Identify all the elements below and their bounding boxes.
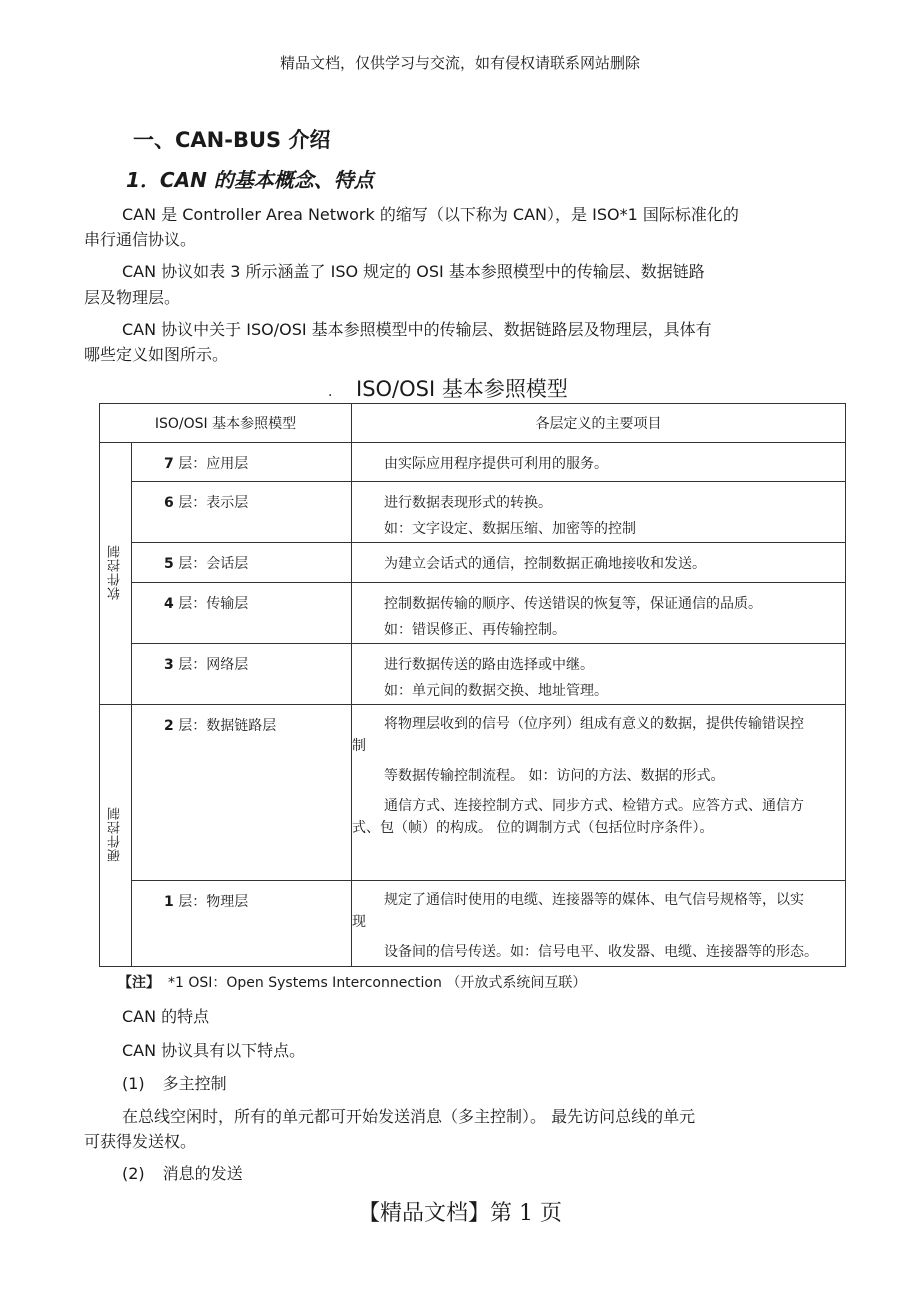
features-title: CAN 的特点 [122,1007,210,1026]
layer-7-definition: 由实际应用程序提供可利用的服务。 [352,443,846,482]
layer-5-definition: 为建立会话式的通信，控制数据正确地接收和发送。 [352,543,846,583]
feature-1-heading: (1) 多主控制 [122,1074,227,1093]
layer-6-definition: 进行数据表现形式的转换。 如：文字设定、数据压缩、加密等的控制 [352,482,846,543]
layer-2-definition: 将物理层收到的信号（位序列）组成有意义的数据，提供传输错误控 制 等数据传输控制流程。 如：访问的方法、数据的形式。 通信方式、连接控制方式、同步方式、检错方式。应答方式、通信方 式、包（帧）的构成。 位的调制方式（包括位时序条件）。 [352,705,846,881]
paragraph-3-line-2: 哪些定义如图所示。 [84,345,229,364]
layer-7: 7 层：应用层 [132,443,352,482]
features-intro: CAN 协议具有以下特点。 [122,1041,306,1060]
feature-1-line-2: 可获得发送权。 [84,1132,197,1151]
layer-5: 5 层：会话层 [132,543,352,583]
layer-4-definition: 控制数据传输的顺序、传送错误的恢复等，保证通信的品质。 如：错误修正、再传输控制。 [352,583,846,644]
paragraph-1-line-1: CAN 是 Controller Area Network 的缩写（以下称为 CAN），是 ISO*1 国际标准化的 [122,205,739,224]
table-header-left: ISO/OSI 基本参照模型 [100,404,352,443]
layer-4: 4 层：传输层 [132,583,352,644]
table-caption: ISO/OSI 基本参照模型 [356,377,568,401]
paragraph-2-line-2: 层及物理层。 [84,288,181,307]
paragraph-3-line-1: CAN 协议中关于 ISO/OSI 基本参照模型中的传输层、数据链路层及物理层，具体有 [122,320,712,339]
layer-3: 3 层：网络层 [132,644,352,705]
table-header-right: 各层定义的主要项目 [352,404,846,443]
layer-2: 2 层：数据链路层 [132,705,352,881]
paragraph-2-line-1: CAN 协议如表 3 所示涵盖了 ISO 规定的 OSI 基本参照模型中的传输层、数据链路 [122,262,705,281]
page-header-note: 精品文档，仅供学习与交流，如有侵权请联系网站删除 [279,54,640,72]
group-hardware: 硬件控制 [100,705,132,967]
note-label: 【注】 [118,975,160,991]
group-software: 软件控制 [100,443,132,705]
feature-1-line-1: 在总线空闲时，所有的单元都可开始发送消息（多主控制）。 最先访问总线的单元 [122,1107,696,1126]
note-text: *1 OSI：Open Systems Interconnection （开放式系统间互联） [168,975,587,991]
section-heading: 一、CAN-BUS 介绍 [133,128,331,152]
caption-mark: . [328,384,333,400]
table-note [118,972,586,992]
layer-6: 6 层：表示层 [132,482,352,543]
subsection-heading: 1．CAN 的基本概念、特点 [126,168,374,192]
osi-model-table [99,403,846,967]
page-footer: 【精品文档】第 1 页 [358,1201,562,1226]
layer-1: 1 层：物理层 [132,881,352,967]
feature-2-heading: (2) 消息的发送 [122,1164,243,1183]
layer-3-definition: 进行数据传送的路由选择或中继。 如：单元间的数据交换、地址管理。 [352,644,846,705]
paragraph-1-line-2: 串行通信协议。 [84,230,197,249]
layer-1-definition: 规定了通信时使用的电缆、连接器等的媒体、电气信号规格等，以实 现 设备间的信号传送。如：信号电平、收发器、电缆、连接器等的形态。 [352,881,846,967]
